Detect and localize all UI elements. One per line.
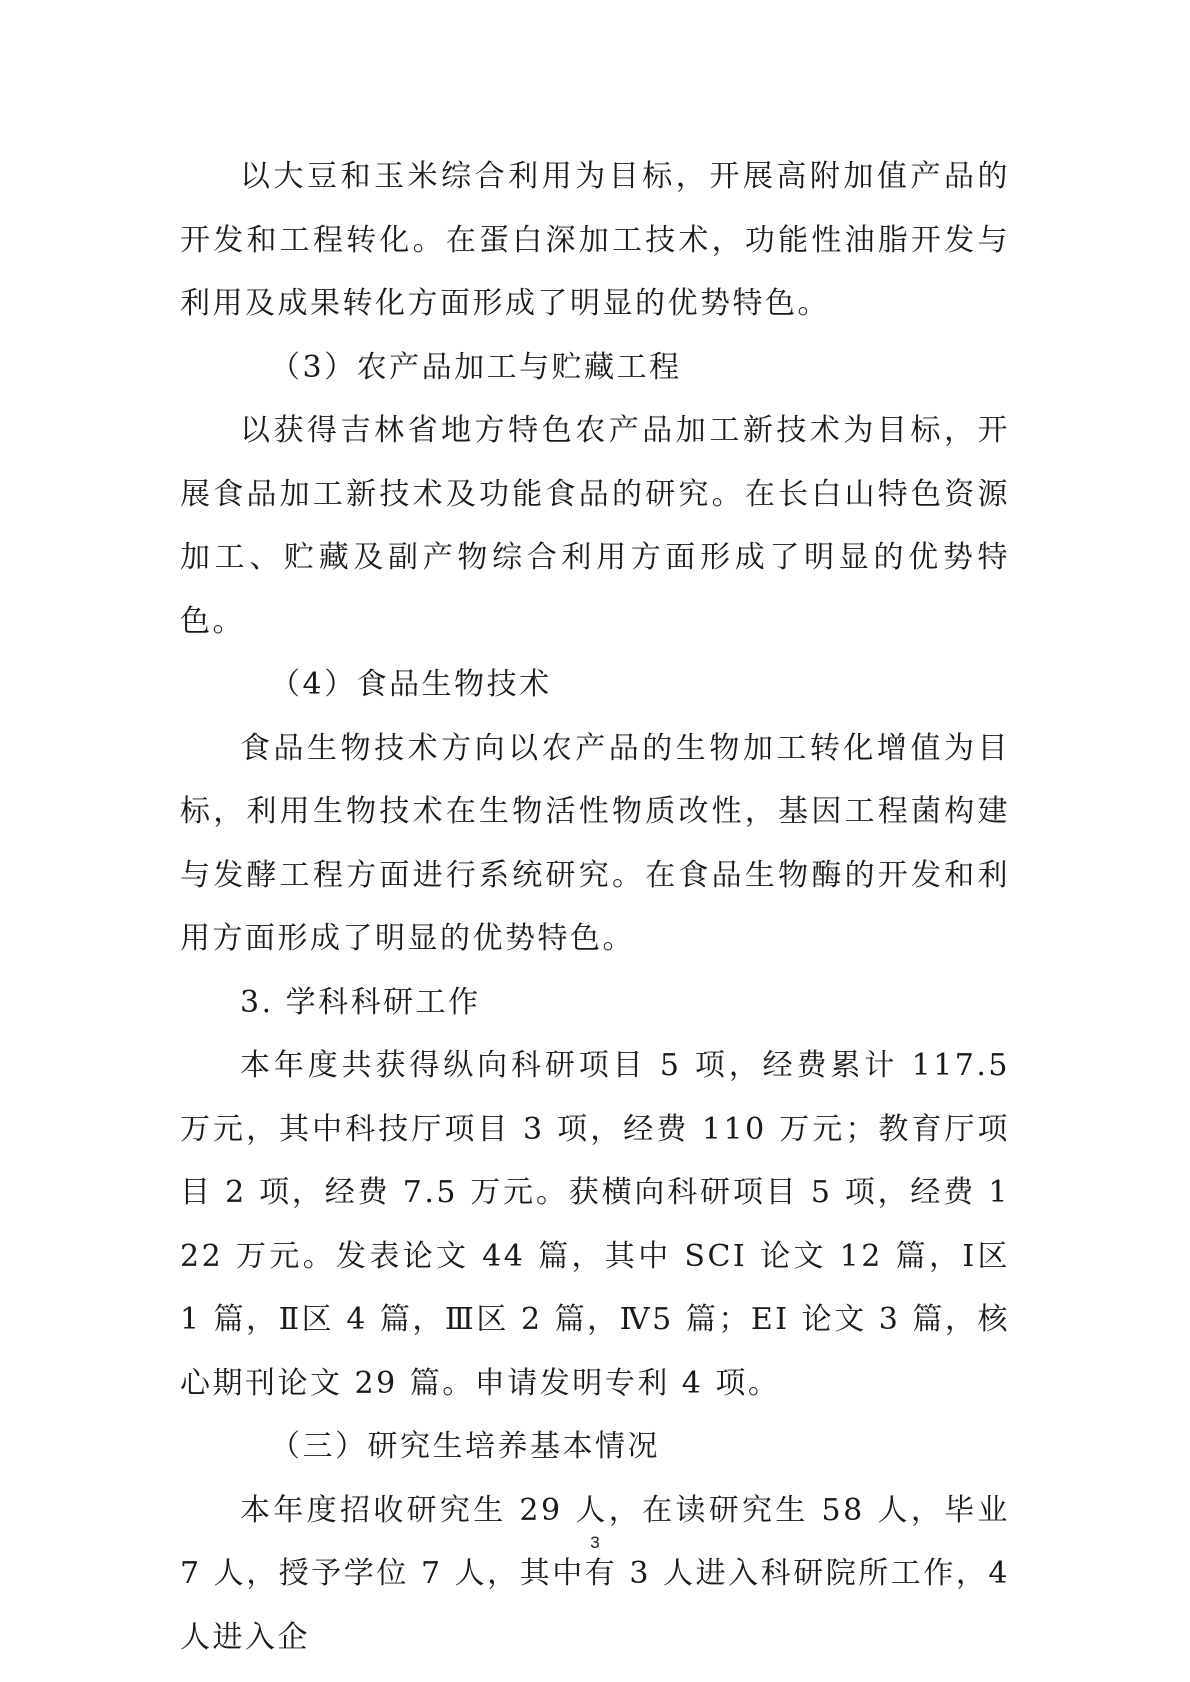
section-heading-food-biotech: （4）食品生物技术 xyxy=(270,667,552,702)
page-number: 3 xyxy=(590,1533,600,1552)
paragraph-research-stats: 本年度共获得纵向科研项目 5 项，经费累计 117.5 万元，其中科技厅项目 3 项，经费 110 万元；教育厅项目 2 项，经费 7.5 万元。获横向科研项目 5 项，经费 122 万元。发表论文 44 篇，其中 SCI 论文 12 篇，Ⅰ区 1 篇，Ⅱ区 4 篇，Ⅲ区 2 篇，Ⅳ5 篇；EI 论文 3 篇，核心期刊论文 29 篇。申请发明专利 4 项。 xyxy=(180,1048,1010,1401)
paragraph-jilin-processing-tech: 以获得吉林省地方特色农产品加工新技术为目标，开展食品加工新技术及功能食品的研究。在长白山特色资源加工、贮藏及副产物综合利用方面形成了明显的优势特色。 xyxy=(180,413,1010,639)
section-heading-agri-processing-storage: （3）农产品加工与贮藏工程 xyxy=(270,349,682,385)
paragraph-graduate-stats: 本年度招收研究生 29 人，在读研究生 58 人，毕业 7 人，授予学位 7 人，其中有 3 人进入科研院所工作，4 人进入企 xyxy=(180,1492,1010,1655)
paragraph-soy-corn-utilization: 以大豆和玉米综合利用为目标，开展高附加值产品的开发和工程转化。在蛋白深加工技术，功能性油脂开发与利用及成果转化方面形成了明显的优势特色。 xyxy=(180,159,1010,321)
section-heading-research-work: 3. 学科科研工作 xyxy=(240,984,481,1020)
paragraph-food-biotech: 食品生物技术方向以农产品的生物加工转化增值为目标，利用生物技术在生物活性物质改性，基因工程菌构建与发酵工程方面进行系统研究。在食品生物酶的开发和利用方面形成了明显的优势特色。 xyxy=(180,730,1010,956)
document-body xyxy=(180,145,1010,1669)
section-heading-graduate-training: （三）研究生培养基本情况 xyxy=(270,1429,660,1464)
